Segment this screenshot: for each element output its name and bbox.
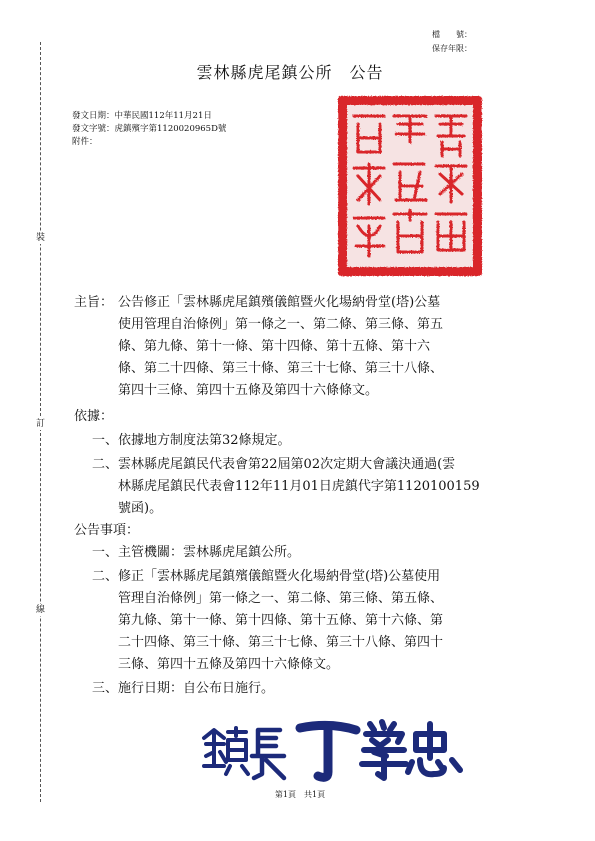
basis-item-continuation: 林縣虎尾鎮民代表會112年11月01日虎鎮代字第1120100159 (118, 479, 480, 494)
file-number-label: 檔 號： (432, 30, 472, 39)
subject-line: 使用管理自治條例」第一條之一、第二條、第三條、第五 (118, 317, 444, 332)
binding-mark-middle: 訂 (35, 419, 45, 429)
document-title: 雲林縣虎尾鎮公所 公告 (196, 63, 384, 82)
basis-item-continuation: 號函)。 (118, 501, 163, 516)
notice-item: 三、施行日期：自公布日施行。 (92, 681, 275, 696)
basis-item: 二、雲林縣虎尾鎮民代表會第22屆第02次定期大會議決通過(雲 (92, 457, 456, 472)
mayor-signature (200, 716, 470, 786)
notice-item: 一、主管機關：雲林縣虎尾鎮公所。 (92, 545, 301, 560)
issue-date: 發文日期：中華民國112年11月21日 (72, 111, 212, 121)
attachment-label: 附件： (72, 137, 98, 147)
subject-line: 條、第二十四條、第三十條、第三十七條、第三十八條、 (118, 361, 444, 376)
notice-label: 公告事項： (74, 523, 140, 538)
subject-line: 條、第九條、第十一條、第十四條、第十五條、第十六 (118, 339, 431, 354)
notice-item-continuation: 管理自治條例」第一條之一、第二條、第三條、第五條、 (118, 591, 444, 606)
notice-item-continuation: 第九條、第十一條、第十四條、第十五條、第十六條、第 (118, 613, 444, 628)
notice-item-continuation: 三條、第四十五條及第四十六條條文。 (118, 657, 340, 672)
notice-item: 二、修正「雲林縣虎尾鎮殯儀館暨火化場納骨堂(塔)公墓使用 (92, 569, 441, 584)
official-seal (336, 94, 484, 278)
retention-period-label: 保存年限： (432, 44, 472, 53)
page-number: 第1頁 共1頁 (274, 790, 326, 799)
binding-mark-bottom: 線 (35, 605, 45, 615)
basis-item: 一、依據地方制度法第32條規定。 (92, 433, 291, 448)
subject-label: 主旨： (74, 295, 114, 310)
basis-label: 依據： (74, 409, 114, 424)
notice-item-continuation: 二十四條、第三十條、第三十七條、第三十八條、第四十 (118, 635, 444, 650)
binding-mark-top: 裝 (35, 233, 45, 243)
subject-line: 公告修正「雲林縣虎尾鎮殯儀館暨火化場納骨堂(塔)公墓 (118, 295, 441, 310)
subject-line: 第四十三條、第四十五條及第四十六條條文。 (118, 383, 379, 398)
document-number: 發文字號：虎鎮殯字第1120020965D號 (72, 124, 227, 134)
